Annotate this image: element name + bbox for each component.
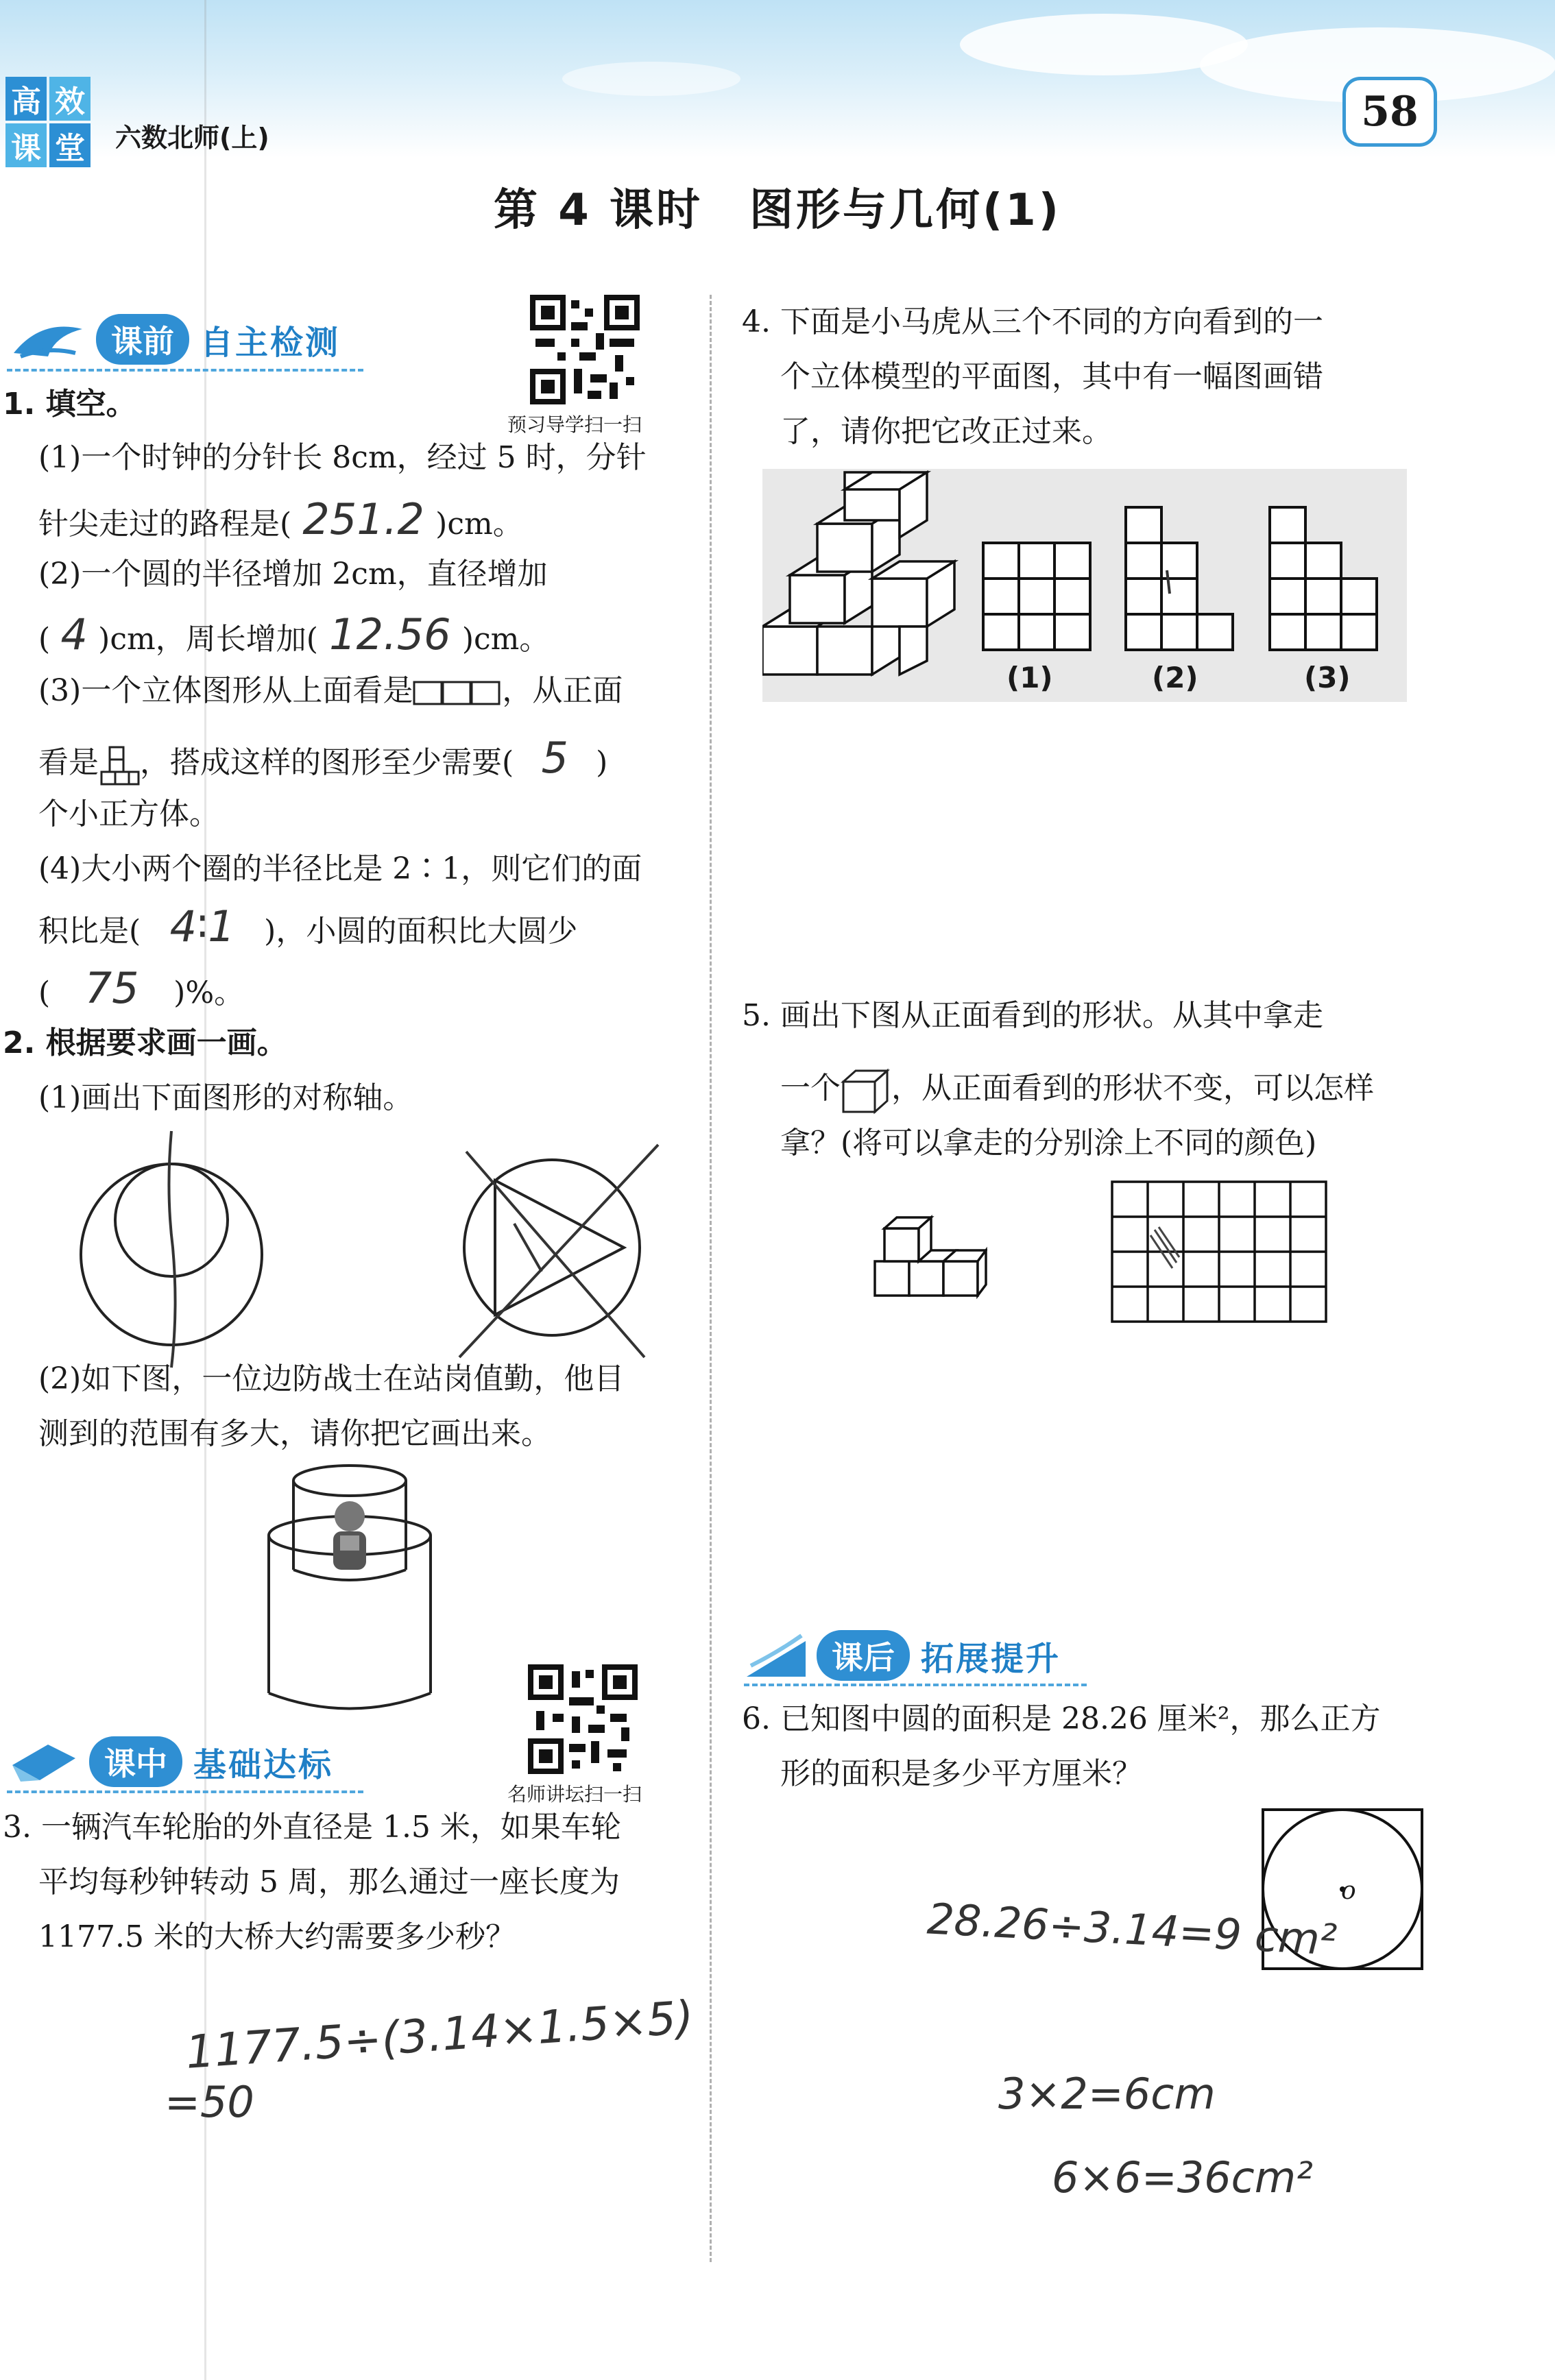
answer-blank[interactable]: 4 — [60, 609, 88, 659]
text: ( — [38, 975, 51, 1010]
qr-code-icon — [528, 1664, 638, 1774]
q5-line2 — [780, 1060, 1374, 1117]
triangle-in-circle-figure[interactable] — [432, 1104, 679, 1364]
q1-part1-line1: (1)一个时钟的分针长 8cm，经过 5 时，分针 — [38, 440, 647, 475]
section-underline — [7, 1790, 363, 1793]
circle-center-label: o — [1341, 1877, 1356, 1905]
text: ( — [38, 622, 51, 657]
q3-line2: 平均每秒钟转动 5 周，那么通过一座长度为 — [38, 1865, 620, 1899]
text: (3)一个立体图形从上面看是 — [38, 673, 413, 708]
three-squares-row-icon — [413, 679, 502, 707]
q5-line1: 5. 画出下图从正面看到的形状。从其中拿走 — [742, 998, 1323, 1033]
section-title: 拓展提升 — [921, 1639, 1061, 1678]
brand-logo — [5, 77, 91, 166]
section-underline — [7, 369, 363, 372]
q5-answer-grid[interactable] — [1111, 1180, 1327, 1323]
q2-part2-line2: 测到的范围有多大，请你把它画出来。 — [38, 1416, 551, 1451]
section-header-mid — [7, 1731, 333, 1793]
view-grid-2 — [1126, 507, 1233, 650]
text: 看是 — [38, 745, 99, 780]
text: 针尖走过的路程是( — [38, 507, 292, 542]
q3-handwritten-answer: =50 — [165, 2077, 254, 2127]
qr-code-teacher[interactable] — [528, 1664, 638, 1774]
front-view-shape-icon — [99, 744, 140, 786]
text: )，小圆的面积比大圆少 — [264, 914, 578, 949]
rising-steps-icon — [744, 1631, 810, 1679]
figure-label-1: (1) — [1006, 661, 1053, 694]
q3-line3: 1177.5 米的大桥大约需要多少秒？ — [38, 1919, 516, 1954]
cube-stack-3d — [762, 472, 954, 675]
q6-line1: 6. 已知图中圆的面积是 28.26 厘米²，那么正方 — [742, 1701, 1381, 1736]
q1-part3-line2 — [38, 729, 607, 792]
cloud-decoration — [562, 62, 740, 96]
q6-handwritten-work-3: 6×6=36cm² — [1052, 2152, 1314, 2202]
text: )%。 — [173, 975, 245, 1010]
text: )cm，周长增加( — [98, 622, 318, 657]
pencil-icon — [7, 1738, 82, 1786]
question-1-heading: 1. 填空。 — [3, 387, 136, 422]
q1-part4-line2 — [38, 898, 577, 960]
text: 积比是( — [38, 914, 141, 949]
q3-line1: 3. 一辆汽车轮胎的外直径是 1.5 米，如果车轮 — [3, 1810, 621, 1845]
q4-line3: 了，请你把它改正过来。 — [780, 414, 1112, 449]
edition-label: 六数北师(上) — [115, 123, 269, 153]
section-pill: 课后 — [817, 1630, 910, 1681]
q2-part2-line1: (2)如下图，一位边防战士在站岗值勤，他目 — [38, 1361, 625, 1396]
q3-handwritten-work: 1177.5÷(3.14×1.5×5) — [184, 1991, 696, 2079]
q2-part1: (1)画出下面图形的对称轴。 — [38, 1080, 413, 1115]
answer-blank[interactable]: 12.56 — [329, 609, 451, 659]
section-title: 自主检测 — [200, 323, 341, 362]
qr-code-preview[interactable] — [530, 295, 640, 404]
small-cube-icon — [841, 1067, 891, 1115]
text: )cm。 — [461, 622, 550, 657]
section-header-pre — [7, 308, 340, 370]
brand-char: 堂 — [49, 123, 91, 167]
answer-blank[interactable]: 4∶1 — [169, 901, 235, 951]
section-title: 基础达标 — [193, 1745, 334, 1784]
figure-label-3: (3) — [1304, 661, 1351, 694]
answer-blank[interactable]: 251.2 — [302, 494, 424, 544]
q4-line1: 4. 下面是小马虎从三个不同的方向看到的一 — [742, 304, 1323, 339]
text: ，从正面 — [502, 673, 623, 708]
section-header-post — [744, 1625, 1061, 1686]
nested-circles-figure[interactable] — [69, 1110, 288, 1371]
question-2-heading: 2. 根据要求画一画。 — [3, 1025, 287, 1060]
brand-char: 高 — [5, 77, 47, 121]
text: ，从正面看到的形状不变，可以怎样 — [891, 1071, 1374, 1106]
q1-part2-line1: (2)一个圆的半径增加 2cm，直径增加 — [38, 557, 548, 592]
q5-line3: 拿？(将可以拿走的分别涂上不同的颜色) — [780, 1126, 1317, 1161]
page-number: 58 — [1342, 77, 1437, 147]
answer-blank[interactable]: 5 — [541, 733, 568, 783]
guard-tower-figure[interactable] — [254, 1460, 446, 1714]
q1-part1-line2 — [38, 491, 523, 553]
qr-code-icon — [530, 295, 640, 404]
text: 一个 — [780, 1071, 841, 1106]
text: ) — [596, 745, 608, 780]
brand-char: 效 — [49, 77, 91, 121]
q4-line2: 个立体模型的平面图，其中有一幅图画错 — [780, 359, 1323, 394]
text: )cm。 — [435, 507, 523, 542]
q6-handwritten-work-1: 28.26÷3.14=9 cm² — [926, 1893, 1338, 1965]
flying-bird-icon — [7, 315, 89, 363]
q1-part4-line3 — [38, 960, 244, 1022]
brand-char: 课 — [5, 123, 47, 167]
column-divider — [710, 295, 712, 2262]
lesson-title: 第 4 课时 图形与几何(1) — [493, 185, 1062, 236]
q6-line2: 形的面积是多少平方厘米？ — [780, 1756, 1142, 1791]
figure-label-2: (2) — [1152, 661, 1198, 694]
qr-caption: 预习导学扫一扫 — [507, 413, 642, 436]
q1-part2-line2 — [38, 606, 549, 668]
q1-part3-line1 — [38, 662, 623, 720]
view-grid-1 — [983, 543, 1090, 650]
q1-part4-line1: (4)大小两个圈的半径比是 2∶1，则它们的面 — [38, 851, 642, 886]
view-grid-3 — [1270, 507, 1377, 650]
section-underline — [744, 1684, 1087, 1686]
q5-cube-arrangement[interactable] — [871, 1213, 987, 1323]
section-pill: 课前 — [96, 314, 189, 365]
qr-caption: 名师讲坛扫一扫 — [507, 1783, 642, 1806]
answer-blank[interactable]: 75 — [84, 963, 139, 1013]
q1-part3-line3: 个小正方体。 — [38, 797, 219, 831]
section-pill: 课中 — [89, 1736, 182, 1787]
text: ，搭成这样的图形至少需要( — [140, 745, 514, 780]
q6-handwritten-work-2: 3×2=6cm — [998, 2069, 1216, 2119]
